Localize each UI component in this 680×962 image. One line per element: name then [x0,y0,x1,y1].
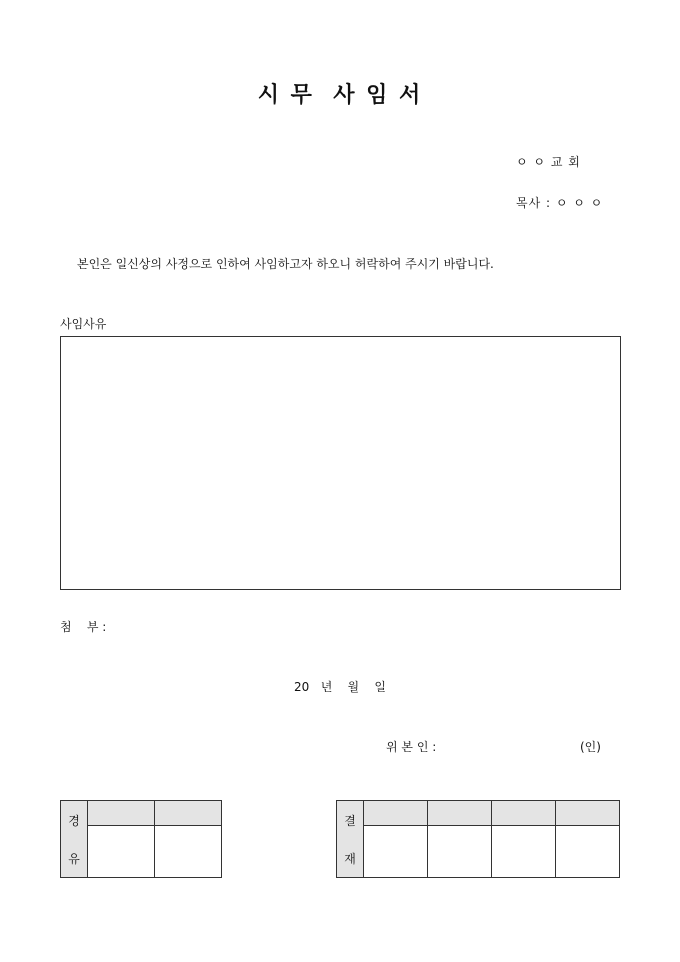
review-char-2: 유 [68,851,80,866]
review-side-label [61,801,88,878]
sign-cell[interactable] [364,826,428,878]
pastor-line: 목사 : ㅇ ㅇ ㅇ [516,196,604,210]
review-header-cell [88,801,155,826]
church-name: ㅇ ㅇ 교 회 [516,155,581,169]
review-header-cell [155,801,222,826]
sign-header-cell [428,801,492,826]
review-sign-cell[interactable] [155,826,222,878]
sign-cell[interactable] [492,826,556,878]
sign-approval-table [336,800,620,878]
sign-char-2: 재 [344,851,356,866]
sign-header-cell [556,801,620,826]
sign-cell[interactable] [556,826,620,878]
attachment-label: 첨 부 : [60,620,107,634]
review-sign-cell[interactable] [88,826,155,878]
signer-label: 위 본 인 : [386,740,437,754]
review-approval-table [60,800,222,878]
sign-header-cell [364,801,428,826]
sign-header-cell [492,801,556,826]
sign-side-label [337,801,364,878]
document-title: 시 무 사 임 서 [257,82,423,108]
reason-label: 사임사유 [60,317,107,331]
review-char-1: 경 [68,813,80,828]
reason-box[interactable] [60,336,621,590]
sign-cell[interactable] [428,826,492,878]
seal-mark: (인) [580,740,601,754]
date-line: 20 년 월 일 [293,680,386,694]
sign-char-1: 결 [344,813,356,828]
resignation-statement: 본인은 일신상의 사정으로 인하여 사임하고자 하오니 허락하여 주시기 바랍니다. [77,257,494,271]
